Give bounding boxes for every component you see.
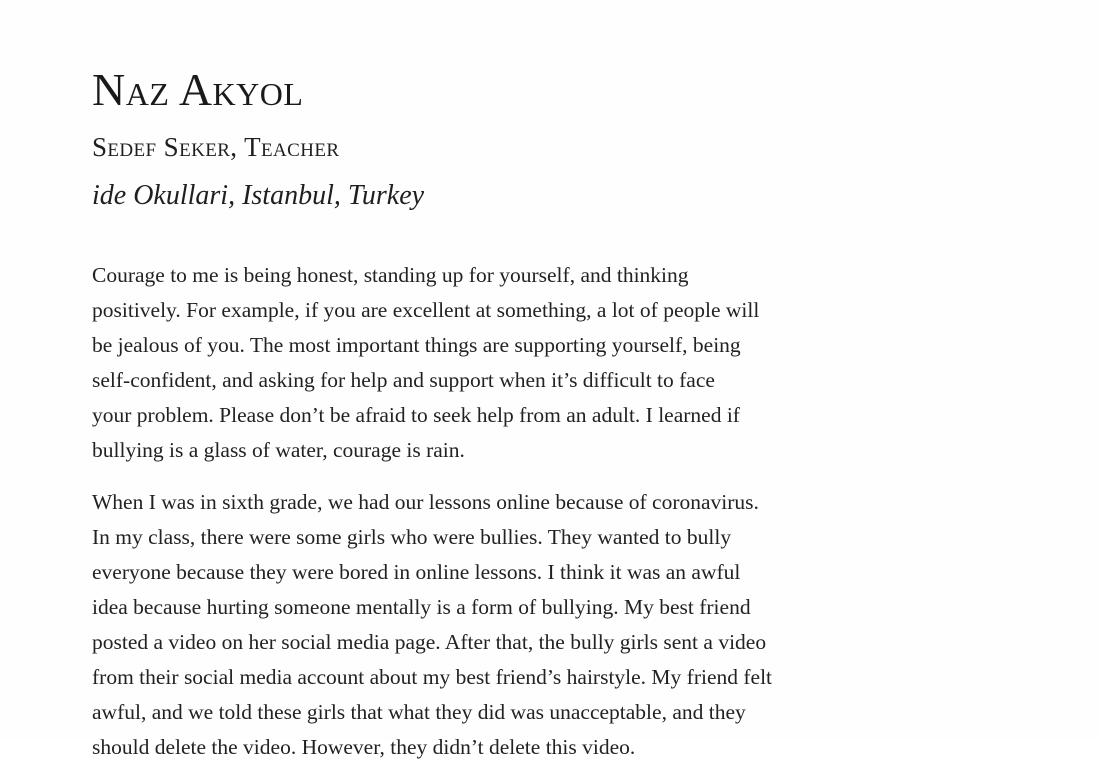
paragraph-2 [92,485,972,765]
teacher-line: Sedef Seker, Teacher [92,132,340,162]
text-line: awful, and we told these girls that what they did was unacceptable, and they [92,700,746,724]
school-line: ide Okullari, Istanbul, Turkey [92,180,425,211]
text-line: Courage to me is being honest, standing up for yourself, and thinking [92,263,689,287]
text-line: should delete the video. However, they didn’t delete this video. [92,735,636,759]
text-line: idea because hurting someone mentally is a form of bullying. My best friend [92,595,751,619]
text-line: from their social media account about my best friend’s hairstyle. My friend felt [92,665,773,689]
text-line: posted a video on her social media page. After that, the bully girls sent a video [92,630,767,654]
text-line: self-confident, and asking for help and support when it’s difficult to face [92,368,715,392]
text-line: be jealous of you. The most important things are supporting yourself, being [92,333,741,357]
text-line: bullying is a glass of water, courage is rain. [92,438,465,462]
paragraph-1 [92,258,972,468]
text-line: everyone because they were bored in online lessons. I think it was an awful [92,560,741,584]
essay-body [92,258,972,782]
author-name: Naz Akyol [92,64,304,115]
text-line: positively. For example, if you are excellent at something, a lot of people will [92,298,760,322]
text-line: your problem. Please don’t be afraid to seek help from an adult. I learned if [92,403,740,427]
text-line: When I was in sixth grade, we had our lessons online because of coronavirus. [92,490,759,514]
text-line: In my class, there were some girls who were bullies. They wanted to bully [92,525,732,549]
